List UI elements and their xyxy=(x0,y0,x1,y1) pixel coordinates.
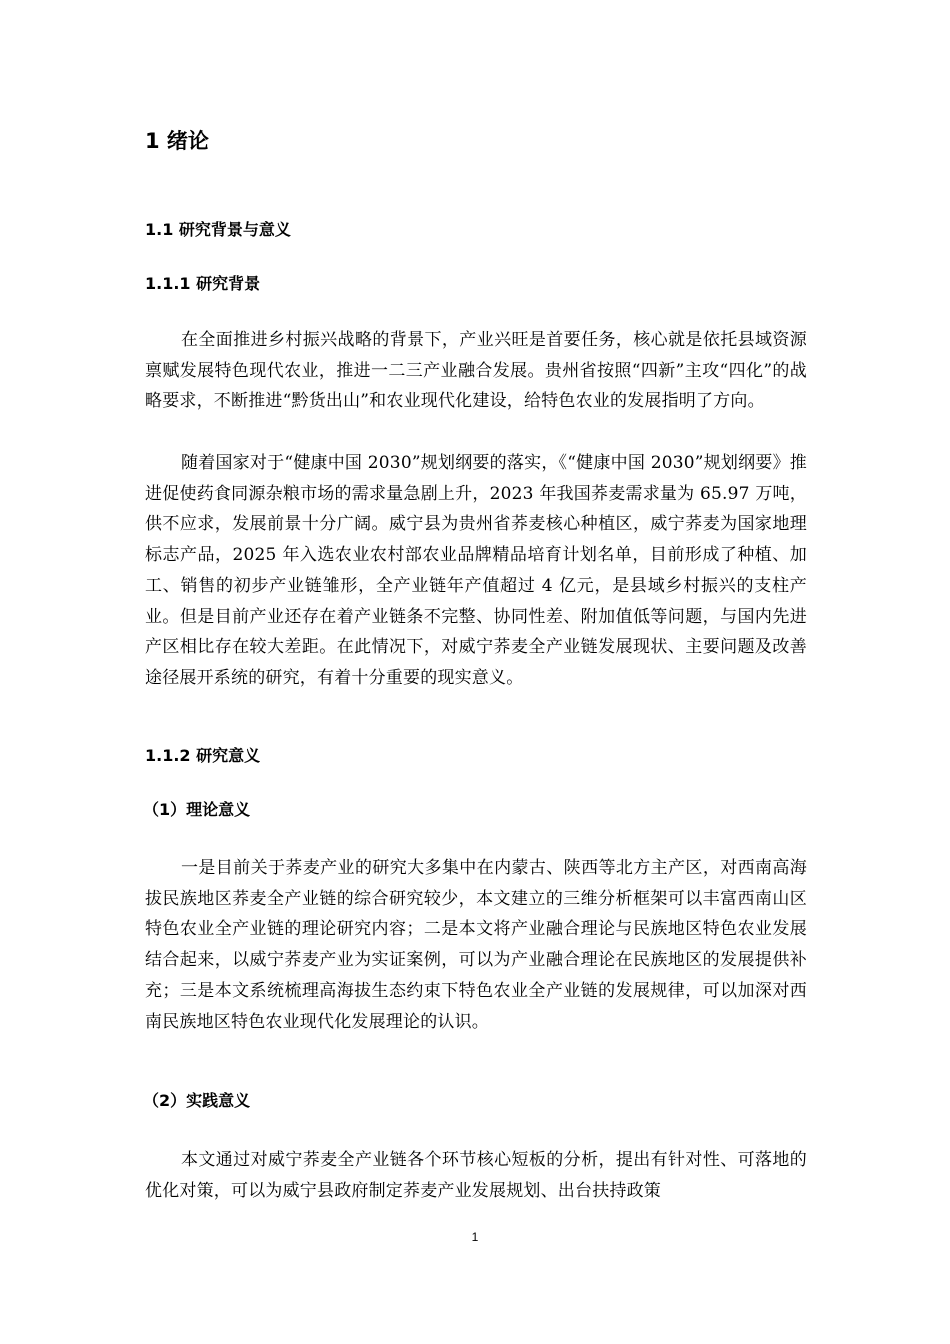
section-title: 1.1 研究背景与意义 xyxy=(145,220,291,239)
background-paragraph-2: 随着国家对于“健康中国 2030”规划纲要的落实，《“健康中国 2030”规划纲要》推进促使药食同源杂粮市场的需求量急剧上升，2023 年我国荞麦需求量为 65.97 万吨，供不应求，发展前景十分广阔。威宁县为贵州省荞麦核心种植区，威宁荞麦为国家地理标志产品，2025 年入选农业农村部农业品牌精品培育计划名单，目前形成了种植、加工、销售的初步产业链雏形，全产业链年产值超过 4 亿元，是县域乡村振兴的支柱产业。但是目前产业还存在着产业链条不完整、协同性差、附加值低等问题，与国内先进产区相比存在较大差距。在此情况下，对威宁荞麦全产业链发展现状、主要问题及改善途径展开系统的研究，有着十分重要的现实意义。 xyxy=(145,453,807,688)
practice-significance-paragraph: 本文通过对威宁荞麦全产业链各个环节核心短板的分析，提出有针对性、可落地的优化对策，可以为威宁县政府制定荞麦产业发展规划、出台扶持政策 xyxy=(145,1150,807,1201)
theory-significance-paragraph: 一是目前关于荞麦产业的研究大多集中在内蒙古、陕西等北方主产区，对西南高海拔民族地区荞麦全产业链的综合研究较少，本文建立的三维分析框架可以丰富西南山区特色农业全产业链的理论研究内容；二是本文将产业融合理论与民族地区特色农业发展结合起来，以威宁荞麦产业为实证案例，可以为产业融合理论在民族地区的发展提供补充；三是本文系统梳理高海拔生态约束下特色农业全产业链的发展规律，可以加深对西南民族地区特色农业现代化发展理论的认识。 xyxy=(145,858,807,1032)
subsection-title-significance: 1.1.2 研究意义 xyxy=(145,746,261,765)
page-number: 1 xyxy=(471,1230,479,1244)
subsection-title-background: 1.1.1 研究背景 xyxy=(145,274,261,293)
practice-significance-title: （2）实践意义 xyxy=(143,1091,251,1110)
background-paragraph-1: 在全面推进乡村振兴战略的背景下，产业兴旺是首要任务，核心就是依托县域资源禀赋发展特色现代农业，推进一二三产业融合发展。贵州省按照“四新”主攻“四化”的战略要求，不断推进“黔货出山”和农业现代化建设，给特色农业的发展指明了方向。 xyxy=(145,330,807,412)
theory-significance-title: （1）理论意义 xyxy=(143,800,251,819)
chapter-title: 1 绪论 xyxy=(145,129,209,153)
